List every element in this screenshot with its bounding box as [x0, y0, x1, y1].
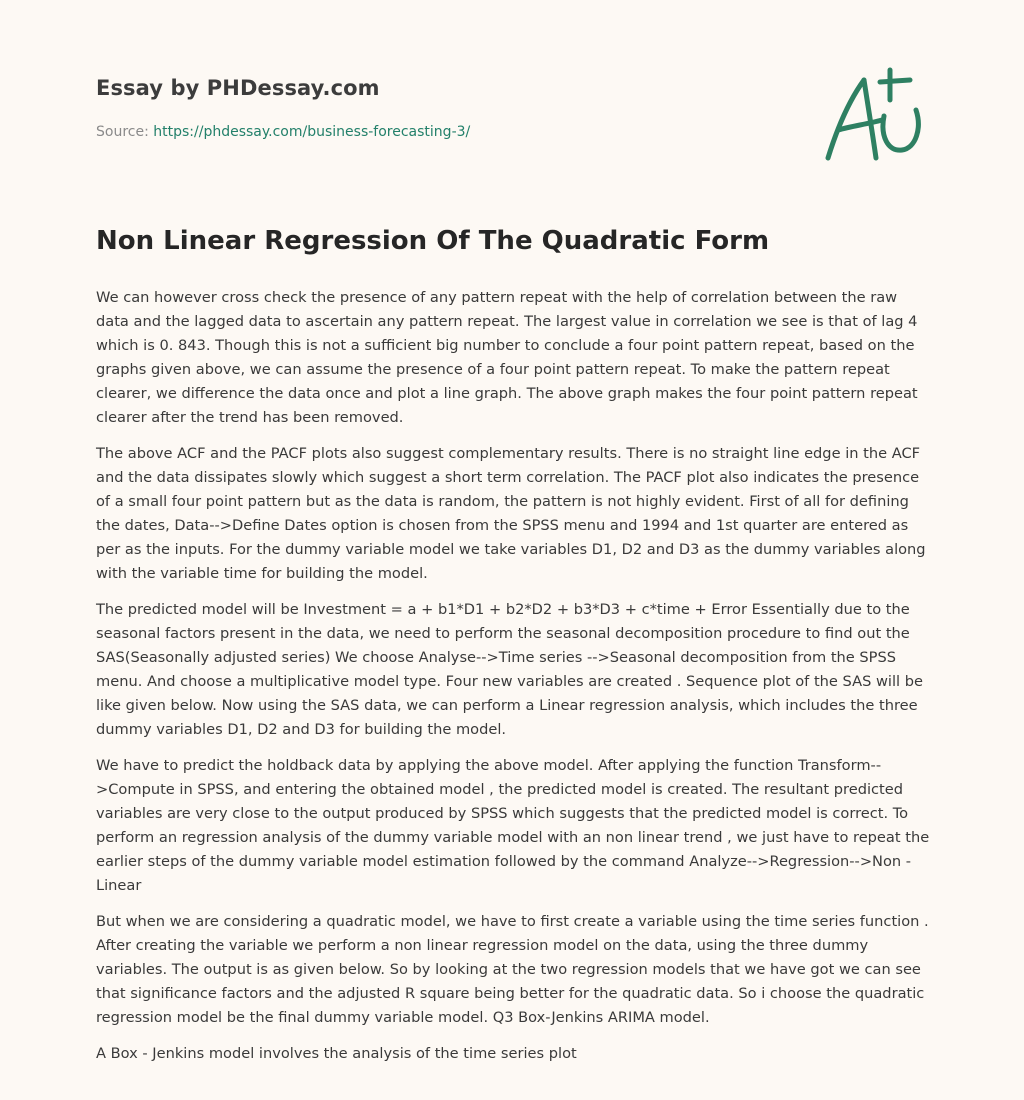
- source-link[interactable]: https://phdessay.com/business-forecasting-3/: [153, 124, 471, 140]
- paragraph: We have to predict the holdback data by applying the above model. After applying the function Transform-->Compute in SPSS, and entering the obtained model , the predicted model is created. The resultant predicted variables are very close to the output produced by SPSS which suggests that the predicted model is correct. To perform an regression analysis of the dummy variable model with an non linear trend , we just have to repeat the earlier steps of the dummy variable model estimation followed by the command Analyze-->Regression-->Non - Linear: [96, 757, 930, 894]
- paragraph: A Box - Jenkins model involves the analysis of the time series plot: [96, 1045, 577, 1062]
- article-body: [96, 286, 930, 1078]
- paragraph: But when we are considering a quadratic model, we have to first create a variable using the time series function . After creating the variable we perform a non linear regression model on the data, using the three dummy variables. The output is as given below. So by looking at the two regression models that we have got we can see that significance factors and the adjusted R square being better for the quadratic data. So i choose the quadratic regression model be the final dummy variable model. Q3 Box-Jenkins ARIMA model.: [96, 913, 929, 1026]
- source-line: [96, 124, 470, 140]
- source-label: Source:: [96, 124, 149, 140]
- article-title: Non Linear Regression Of The Quadratic Form: [96, 226, 770, 256]
- paragraph: The above ACF and the PACF plots also suggest complementary results. There is no straight line edge in the ACF and the data dissipates slowly which suggest a short term correlation. The PACF plot also indicates the presence of a small four point pattern but as the data is random, the pattern is not highly evident. First of all for defining the dates, Data-->Define Dates option is chosen from the SPSS menu and 1994 and 1st quarter are entered as per as the inputs. For the dummy variable model we take variables D1, D2 and D3 as the dummy variables along with the variable time for building the model.: [96, 445, 926, 582]
- paragraph: We can however cross check the presence of any pattern repeat with the help of correlation between the raw data and the lagged data to ascertain any pattern repeat. The largest value in correlation we see is that of lag 4 which is 0. 843. Though this is not a sufficient big number to conclude a four point pattern repeat, based on the graphs given above, we can assume the presence of a four point pattern repeat. To make the pattern repeat clearer, we difference the data once and plot a line graph. The above graph makes the four point pattern repeat clearer after the trend has been removed.: [96, 289, 918, 426]
- a-plus-logo-icon: [818, 66, 930, 166]
- paragraph: The predicted model will be Investment = a + b1*D1 + b2*D2 + b3*D3 + c*time + Error Essentially due to the seasonal factors present in the data, we need to perform the seasonal decomposition procedure to find out the SAS(Seasonally adjusted series) We choose Analyse-->Time series -->Seasonal decomposition from the SPSS menu. And choose a multiplicative model type. Four new variables are created . Sequence plot of the SAS will be like given below. Now using the SAS data, we can perform a Linear regression analysis, which includes the three dummy variables D1, D2 and D3 for building the model.: [96, 601, 923, 738]
- site-brand: Essay by PHDessay.com: [96, 76, 380, 100]
